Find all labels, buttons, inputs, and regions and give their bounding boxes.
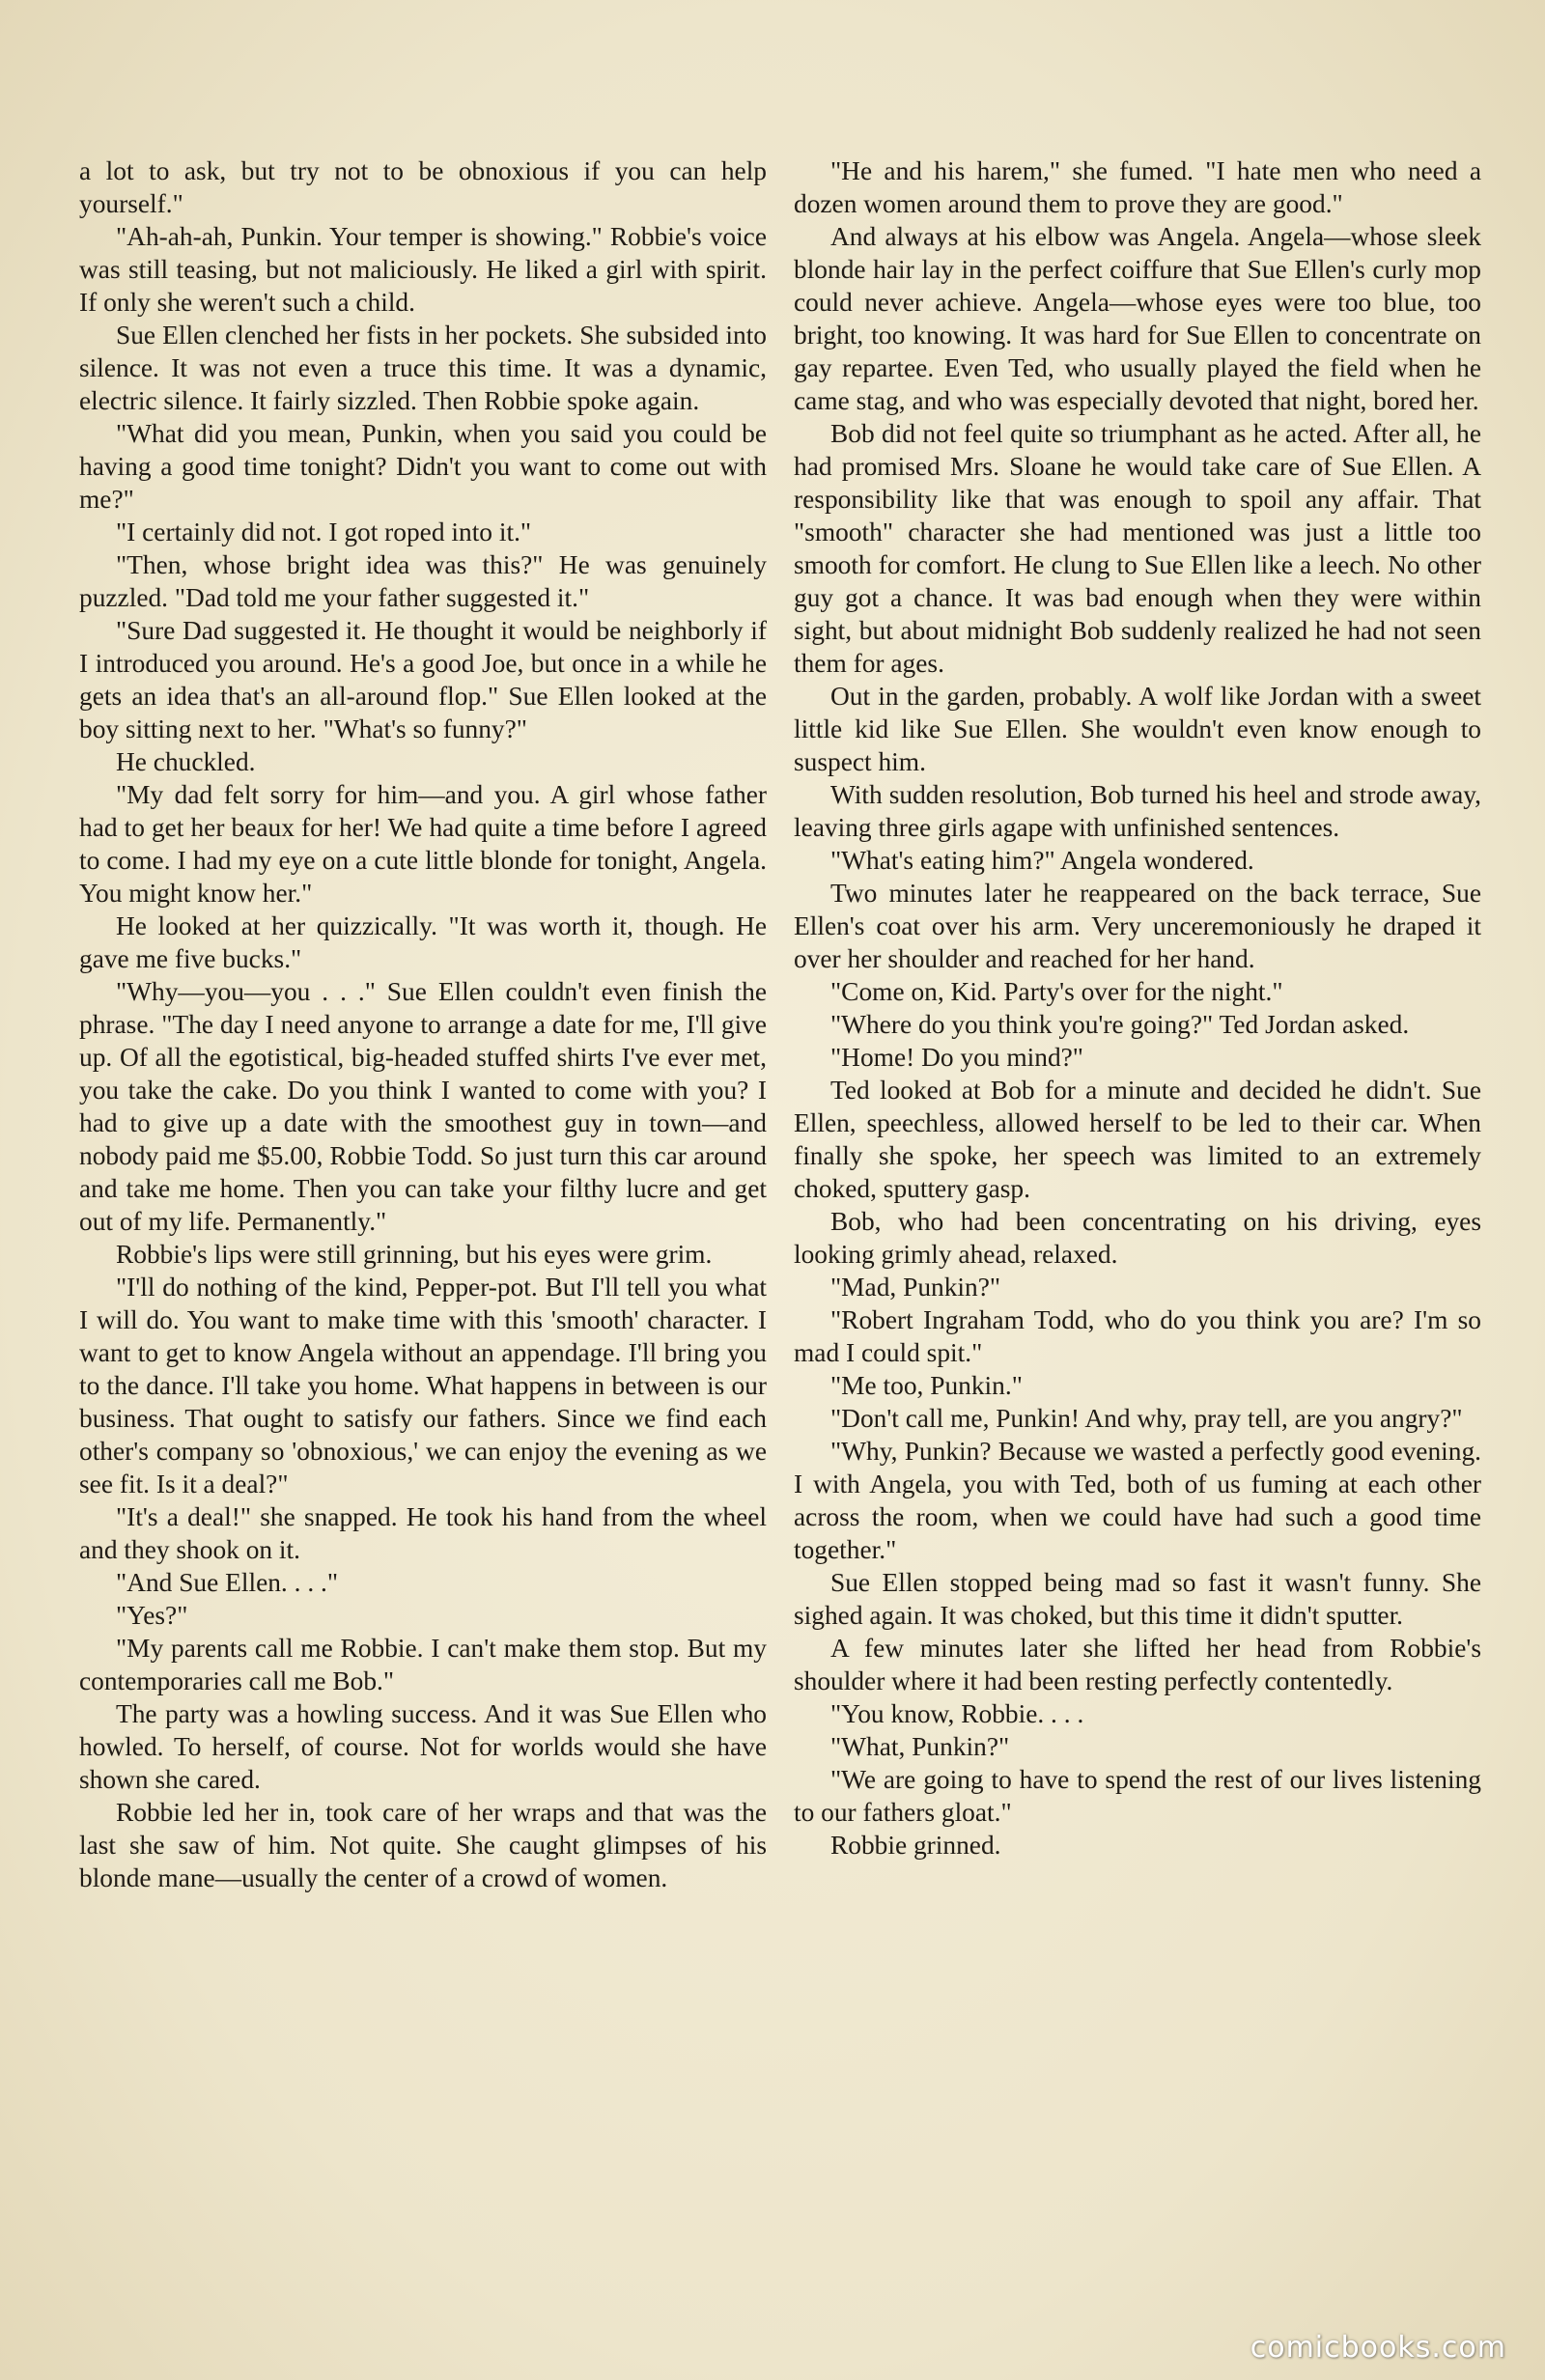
paragraph: Bob, who had been concentrating on his driving, eyes looking grimly ahead, relaxed. — [794, 1207, 1481, 1269]
paragraph: A few minutes later she lifted her head from Robbie's shoulder where it had been resting perfectly contentedly. — [794, 1634, 1481, 1695]
paragraph: "My parents call me Robbie. I can't make them stop. But my contemporaries call me Bob." — [79, 1634, 767, 1695]
paragraph: "Where do you think you're going?" Ted Jordan asked. — [830, 1010, 1410, 1039]
paragraph: "Me too, Punkin." — [830, 1371, 1023, 1400]
paragraph: "It's a deal!" she snapped. He took his hand from the wheel and they shook on it. — [79, 1502, 767, 1564]
paragraph: "We are going to have to spend the rest of our lives listening to our fathers gloat." — [794, 1765, 1481, 1827]
paragraph: "Don't call me, Punkin! And why, pray tell, are you angry?" — [830, 1404, 1463, 1433]
paragraph: And always at his elbow was Angela. Angela—whose sleek blonde hair lay in the perfect coiffure that Sue Ellen's curly mop could never achieve. Angela—whose eyes were too blue, too bright, too knowing. It was hard for Sue Ellen to concentrate on gay repartee. Even Ted, who usually played the field when he came stag, and who was especially devoted that night, bored her. — [794, 222, 1481, 415]
watermark: comicbooks.com — [1250, 2331, 1506, 2365]
paragraph: "I'll do nothing of the kind, Pepper-pot. But I'll tell you what I will do. You want to make time with this 'smooth' character. I want to get to know Angela without an appendage. I'll bring you to the dance. I'll take you home. What happens in between is our business. That ought to satisfy our fathers. Since we find each other's company so 'obnoxious,' we can enjoy the evening as we see fit. Is it a deal?" — [79, 1273, 767, 1498]
paragraph: "Robert Ingraham Todd, who do you think you are? I'm so mad I could spit." — [794, 1305, 1481, 1367]
paragraph: "Yes?" — [116, 1601, 188, 1630]
paragraph: The party was a howling success. And it was Sue Ellen who howled. To herself, of course. Not for worlds would she have shown she cared. — [79, 1699, 767, 1794]
left-column — [79, 154, 767, 2279]
paragraph: "Sure Dad suggested it. He thought it would be neighborly if I introduced you around. He's a good Joe, but once in a while he gets an idea that's an all-around flop." Sue Ellen looked at the boy sitting next to her. "What's so funny?" — [79, 616, 767, 743]
paragraph: "Home! Do you mind?" — [830, 1043, 1083, 1072]
paragraph: "Why, Punkin? Because we wasted a perfectly good evening. I with Angela, you with Ted, both of us fuming at each other across the room, when we could have had such a good time together." — [794, 1437, 1481, 1564]
paragraph: "I certainly did not. I got roped into it." — [116, 518, 532, 546]
paragraph: "He and his harem," she fumed. "I hate men who need a dozen women around them to prove they are good." — [794, 156, 1481, 218]
paragraph: Out in the garden, probably. A wolf like Jordan with a sweet little kid like Sue Ellen. She wouldn't even know enough to suspect him. — [794, 682, 1481, 776]
paragraph: "You know, Robbie. . . . — [830, 1699, 1084, 1728]
paragraph: "What did you mean, Punkin, when you said you could be having a good time tonight? Didn't you want to come out with me?" — [79, 419, 767, 514]
paragraph: "And Sue Ellen. . . ." — [116, 1568, 339, 1597]
paragraph: "What's eating him?" Angela wondered. — [830, 846, 1254, 875]
paragraph: "My dad felt sorry for him—and you. A girl whose father had to get her beaux for her! We had quite a time before I agreed to come. I had my eye on a cute little blonde for tonight, Angela. You might know her." — [79, 780, 767, 908]
paragraph: He looked at her quizzically. "It was worth it, though. He gave me five bucks." — [79, 911, 767, 973]
paragraph: Sue Ellen stopped being mad so fast it wasn't funny. She sighed again. It was choked, but this time it didn't sputter. — [794, 1568, 1481, 1630]
paragraph: Robbie led her in, took care of her wraps and that was the last she saw of him. Not quite. She caught glimpses of his blonde mane—usually the center of a crowd of women. — [79, 1798, 767, 1892]
paragraph: He chuckled. — [116, 747, 256, 776]
paragraph: Robbie's lips were still grinning, but his eyes were grim. — [116, 1240, 713, 1269]
paragraph: "Then, whose bright idea was this?" He was genuinely puzzled. "Dad told me your father suggested it." — [79, 550, 767, 612]
paragraph: "Mad, Punkin?" — [830, 1273, 1001, 1302]
paragraph: "What, Punkin?" — [830, 1732, 1010, 1761]
paragraph: Two minutes later he reappeared on the back terrace, Sue Ellen's coat over his arm. Very unceremoniously he draped it over her shoulder and reached for her hand. — [794, 879, 1481, 973]
paragraph: "Why—you—you . . ." Sue Ellen couldn't even finish the phrase. "The day I need anyone to arrange a date for me, I'll give up. Of all the egotistical, big-headed stuffed shirts I've ever met, you take the cake. Do you think I wanted to come with you? I had to give up a date with the smoothest guy in town—and nobody paid me $5.00, Robbie Todd. So just turn this car around and take me home. Then you can take your filthy lucre and get out of my life. Permanently." — [79, 977, 767, 1236]
paragraph: Robbie grinned. — [830, 1831, 1001, 1860]
paragraph: Sue Ellen clenched her fists in her pockets. She subsided into silence. It was not even a truce this time. It was a dynamic, electric silence. It fairly sizzled. Then Robbie spoke again. — [79, 321, 767, 415]
right-column — [794, 154, 1481, 2279]
paragraph: Bob did not feel quite so triumphant as he acted. After all, he had promised Mrs. Sloane he would take care of Sue Ellen. A responsibility like that was enough to spoil any affair. That "smooth" character she had mentioned was just a little too smooth for comfort. He clung to Sue Ellen like a leech. No other guy got a chance. It was bad enough when they were within sight, but about midnight Bob suddenly realized he had not seen them for ages. — [794, 419, 1481, 678]
text-columns — [79, 154, 1481, 2279]
paragraph: With sudden resolution, Bob turned his heel and strode away, leaving three girls agape with unfinished sentences. — [794, 780, 1481, 842]
paragraph: "Ah-ah-ah, Punkin. Your temper is showing." Robbie's voice was still teasing, but not maliciously. He liked a girl with spirit. If only she weren't such a child. — [79, 222, 767, 317]
paragraph: "Come on, Kid. Party's over for the night." — [830, 977, 1283, 1006]
paragraph: a lot to ask, but try not to be obnoxious if you can help yourself." — [79, 156, 767, 218]
paragraph: Ted looked at Bob for a minute and decided he didn't. Sue Ellen, speechless, allowed herself to be led to their car. When finally she spoke, her speech was limited to an extremely choked, sputtery gasp. — [794, 1076, 1481, 1203]
